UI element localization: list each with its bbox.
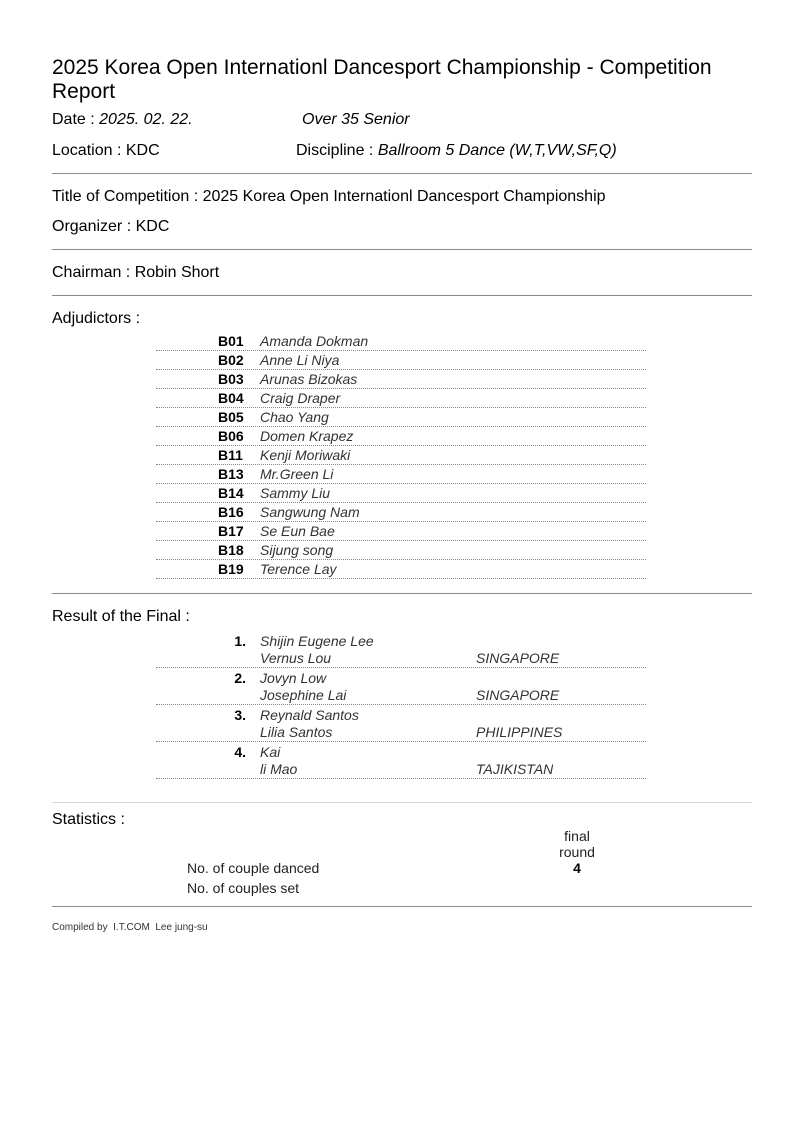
footer-compiled-by: Compiled by I.T.COM Lee jung-su: [52, 922, 208, 933]
adjudicator-list: [156, 333, 646, 580]
location-label: Location :: [52, 142, 122, 159]
adjudicator-code: B06: [218, 428, 244, 444]
adjudicator-row: [156, 428, 646, 446]
page-title: 2025 Korea Open Internationl Dancesport Championship - Competition Report: [52, 56, 712, 103]
result-country: SINGAPORE: [476, 650, 560, 666]
result-leader: Shijin Eugene Lee: [260, 633, 374, 649]
adjudicator-name: Terence Lay: [260, 561, 337, 577]
chairman-label: Chairman :: [52, 264, 131, 281]
competition-row: [52, 187, 606, 207]
divider: [52, 249, 752, 250]
divider: [52, 295, 752, 296]
adjudicator-row: [156, 561, 646, 579]
adjudicators-label: Adjudictors :: [52, 310, 141, 327]
adjudicator-code: B16: [218, 504, 244, 520]
adjudicator-code: B13: [218, 466, 244, 482]
result-leader: Kai: [260, 744, 281, 760]
adjudicator-name: Domen Krapez: [260, 428, 354, 444]
adjudicator-name: Sammy Liu: [260, 485, 331, 501]
adjudicator-name: Anne Li Niya: [260, 352, 340, 368]
adjudicator-code: B02: [218, 352, 244, 368]
adjudicator-code: B19: [218, 561, 244, 577]
adjudicator-code: B03: [218, 371, 244, 387]
adjudicator-code: B18: [218, 542, 244, 558]
adjudicator-name: Kenji Moriwaki: [260, 447, 351, 463]
adjudicator-code: B14: [218, 485, 244, 501]
chairman-value: Robin Short: [134, 264, 220, 281]
adjudicator-name: Arunas Bizokas: [260, 371, 358, 387]
adjudicator-row: [156, 542, 646, 560]
result-place: 4.: [234, 744, 246, 760]
result-row: [156, 632, 646, 668]
statistics-row-value: 4: [573, 860, 581, 876]
adjudicator-row: [156, 390, 646, 408]
adjudicator-row: [156, 466, 646, 484]
competition-value: 2025 Korea Open Internationl Dancesport Championship: [202, 188, 606, 205]
result-row: [156, 706, 646, 742]
adjudicator-code: B11: [218, 447, 243, 463]
result-place: 2.: [234, 670, 246, 686]
result-country: TAJIKISTAN: [476, 761, 554, 777]
competition-label: Title of Competition :: [52, 188, 199, 205]
discipline-label: Discipline :: [296, 142, 374, 159]
chairman-row: [52, 263, 219, 283]
adjudicator-code: B17: [218, 523, 244, 539]
result-place: 3.: [234, 707, 246, 723]
discipline-row: [296, 141, 617, 161]
divider: [52, 593, 752, 594]
result-partner: Lilia Santos: [260, 724, 333, 740]
result-row: [156, 743, 646, 779]
statistics-label: Statistics :: [52, 811, 125, 828]
result-row: [156, 669, 646, 705]
result-partner: li Mao: [260, 761, 298, 777]
result-place: 1.: [234, 633, 246, 649]
final-result-label: Result of the Final :: [52, 608, 190, 625]
statistics-column-line2: round: [559, 844, 595, 860]
result-country: SINGAPORE: [476, 687, 560, 703]
date-row: [52, 110, 193, 130]
statistics-column-line1: final: [564, 828, 590, 844]
statistics-row-label: No. of couple danced: [187, 860, 320, 876]
adjudicator-row: [156, 504, 646, 522]
date-label: Date :: [52, 111, 95, 128]
result-leader: Reynald Santos: [260, 707, 359, 723]
adjudicator-name: Mr.Green Li: [260, 466, 334, 482]
adjudicator-row: [156, 333, 646, 351]
adjudicator-name: Sangwung Nam: [260, 504, 360, 520]
adjudicator-row: [156, 523, 646, 541]
adjudicator-row: [156, 447, 646, 465]
location-value: KDC: [125, 142, 160, 159]
category-value: Over 35 Senior: [302, 111, 410, 128]
location-row: [52, 141, 160, 161]
result-partner: Vernus Lou: [260, 650, 332, 666]
result-leader: Jovyn Low: [260, 670, 327, 686]
adjudicator-row: [156, 409, 646, 427]
organizer-value: KDC: [135, 218, 170, 235]
date-value: 2025. 02. 22.: [99, 111, 193, 128]
adjudicator-row: [156, 352, 646, 370]
result-country: PHILIPPINES: [476, 724, 563, 740]
adjudicator-name: Craig Draper: [260, 390, 341, 406]
divider: [52, 173, 752, 174]
divider: [52, 802, 752, 803]
adjudicator-row: [156, 485, 646, 503]
adjudicator-name: Sijung song: [260, 542, 334, 558]
category-row: [302, 110, 410, 130]
adjudicator-name: Amanda Dokman: [260, 333, 369, 349]
adjudicator-row: [156, 371, 646, 389]
adjudicator-name: Chao Yang: [260, 409, 329, 425]
adjudicator-code: B05: [218, 409, 244, 425]
statistics-column-header: [540, 828, 614, 860]
organizer-row: [52, 217, 169, 237]
statistics-row-label: No. of couples set: [187, 880, 300, 896]
final-result-list: [156, 632, 646, 780]
adjudicator-name: Se Eun Bae: [260, 523, 335, 539]
discipline-value: Ballroom 5 Dance (W,T,VW,SF,Q): [377, 142, 617, 159]
adjudicator-code: B04: [218, 390, 244, 406]
divider: [52, 906, 752, 907]
adjudicator-code: B01: [218, 333, 244, 349]
result-partner: Josephine Lai: [260, 687, 347, 703]
organizer-label: Organizer :: [52, 218, 132, 235]
